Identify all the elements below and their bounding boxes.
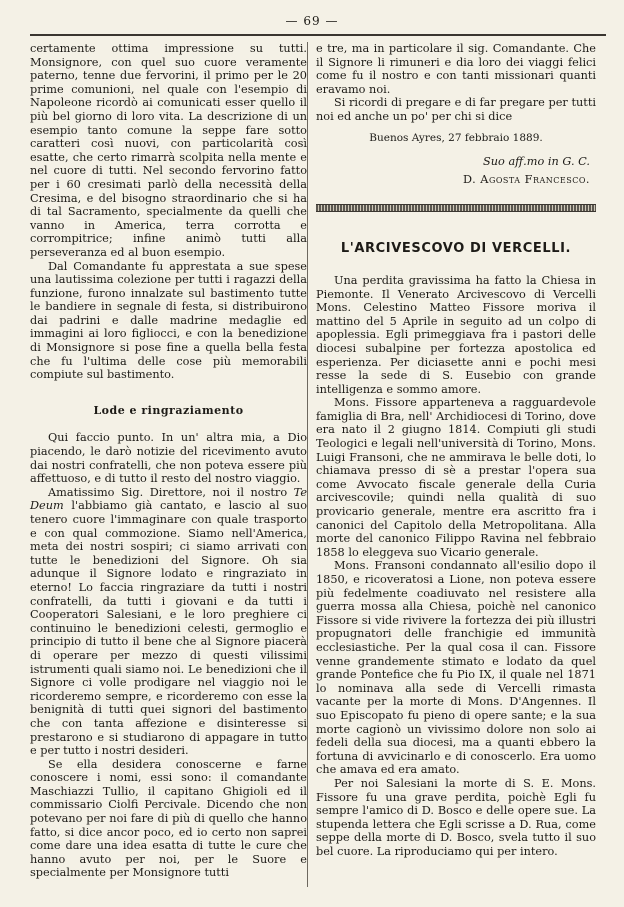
paragraph: certamente ottima impressione su tutti. Monsignore, con quel suo cuore veramente paterno, tenne due fervorini, il primo per le 20 prime comunioni, nel quale con l'esempio di Napoleone ricordò ai comunicati esser quello il più bel giorno di loro vita. La descrizione di un esempio tanto comune la seppe fare sotto caratteri così nuovi, con particolarità così esatte, che certo rimarrà scolpita nella mente e nel cuore di tutti. Nel secondo fervorino fatto per i 60 cresimati parlò della necessità della Cresima, e del bisogno straordinario che si ha di tal Sacramento, specialmente da quelli che vanno in America, terra corrotta e corrompitrice; infine animò tutti alla perseveranza ed al buon esempio. <box>30 42 307 259</box>
paragraph: Se ella desidera conoscerne e farne conoscere i nomi, essi sono: il comandante Maschiazzi Tullio, il capitano Ghigioli ed il commissario Ciolfi Percivale. Dicendo che non potevano per noi fare di più di quello che hanno fatto, si dice ancor poco, ed io certo non saprei come dare una idea esatta di tutte le cure che hanno avuto per noi, per le Suore e specialmente per Monsignore tutti <box>30 757 307 880</box>
latin-phrase: Te Deum <box>30 485 307 513</box>
dateline: Buenos Ayres, 27 febbraio 1889. <box>369 131 543 144</box>
paragraph-text: l'abbiamo già cantato, e lascio al suo tenero cuore l'immaginare con quale trasporto e con qual commozione. Siamo nell'America, meta dei nostri sospiri; ci siamo arrivati con tutte le benedizioni del Signore. Oh sia adunque il Signore lodato e ringraziato in eterno! Lo faccia ringraziare da tutti i nostri confratelli, da tutti i giovani e da tutti i Cooperatori Salesiani, e le loro preghiere ci continuino le benedizioni celesti, germoglio e principio di tutto il bene che al Signore piacerà di operare per mezzo di questi vilissimi istrumenti quali siamo noi. Le benedizioni che il Signore ci volle prodigare nel viaggio noi le ricorderemo sempre, e ricorderemo con esse la benignità di tutti quei signori del bastimento che con tanta affezione e disinteresse si prestarono e si studiarono di appagare in tutto e per tutto i nostri desideri. <box>30 499 307 758</box>
paragraph-text: Amatissimo Sig. Direttore, noi il nostro <box>48 485 294 499</box>
paragraph: Qui faccio punto. In un' altra mia, a Dio piacendo, le darò notizie del ricevimento avuto dai nostri confratelli, che non poteva essere più affettuoso, e di tutto il resto del nostro viaggio. <box>30 431 307 486</box>
section-heading: Lode e ringraziamento <box>93 403 244 417</box>
left-column <box>30 42 307 880</box>
paragraph: Mons. Fransoni condannato all'esilio dopo il 1850, e ricoveratosi a Lione, non poteva essere più fedelmente coadiuvato nel resistere alla guerra mossa alla Chiesa, poichè nel canonico Fissore si vide rivivere la fortezza dei più illustri propugnatori delle franchigie ed immunità ecclesiastiche. Per la qual cosa il can. Fissore venne grandemente stimato e lodato da quel grande Pontefice che fu Pio IX, il quale nel 1871 lo nominava alla sede di Vercelli rimasta vacante per la morte di Mons. D'Angennes. Il suo Episcopato fu pieno di opere sante; e la sua morte cagionò un vivissimo dolore non solo ai fedeli della sua diocesi, ma a quanti ebbero la fortuna di avvicinarlo e di conoscerlo. Era uomo che amava ed era amato. <box>316 559 596 777</box>
paragraph <box>30 486 307 758</box>
paragraph: Dal Comandante fu apprestata a sue spese una lautissima colezione per tutti i ragazzi della funzione, furono innalzate sul bastimento tutte le bandiere in segnale di festa, si distribuirono dai padrini e dalle madrine medaglie ed immagini ai loro figliocci, e con la benedizione di Monsignore si pose fine a quella bella festa che fu l'ultima delle cose più memorabili compiute sul bastimento. <box>30 259 307 382</box>
signature-name: D. Agosta Francesco. <box>462 172 590 186</box>
paragraph: Una perdita gravissima ha fatto la Chiesa in Piemonte. Il Venerato Arcivescovo di Vercelli Mons. Celestino Matteo Fissore moriva il mattino del 5 Aprile in seguito ad un colpo di apoplessia. Egli primeggiava fra i pastori delle diocesi subalpine per fortezza apostolica ed esperienza. Per diciasette anni e pochi mesi resse la sede di S. Eusebio con grande intelligenza e sommo amore. <box>316 273 596 396</box>
ornamental-divider <box>316 204 596 212</box>
paragraph: e tre, ma in particolare il sig. Comandante. Che il Signore li rimuneri e dia loro dei viaggi felici come fu il nostro e con tanti missionari quanti eravamo noi. <box>316 42 596 96</box>
column-divider <box>307 42 308 887</box>
article-title: L'ARCIVESCOVO DI VERCELLI. <box>340 241 572 257</box>
right-column <box>316 42 596 858</box>
top-rule <box>30 34 606 36</box>
paragraph: Si ricordi di pregare e di far pregare per tutti noi ed anche un po' per chi si dice <box>316 96 596 123</box>
paragraph: Mons. Fissore apparteneva a ragguardevole famiglia di Bra, nell' Archidiocesi di Torino, dove era nato il 2 giugno 1814. Compiuti gli studi Teologici e legali nell'università di Torino, Mons. Luigi Fransoni, che ne ammirava le belle doti, lo chiamava presso di sè a prestar l'opera sua come Avvocato fiscale generale della Curia arcivescovile; quindi nella qualità di suo provicario generale, mentre era ascritto fra i canonici del Capitolo della Metropolitana. Alla morte del canonico Filippo Ravina nel febbraio 1858 lo eleggeva suo Vicario generale. <box>316 396 596 559</box>
signature-closing: Suo aff.mo in G. C. <box>483 155 590 169</box>
page-number: — 69 — <box>285 14 339 28</box>
paragraph: Per noi Salesiani la morte di S. E. Mons. Fissore fu una grave perdita, poichè Egli fu sempre l'amico di D. Bosco e delle opere sue. La stupenda lettera che Egli scrisse a D. Rua, come seppe della morte di D. Bosco, svela tutto il suo bel cuore. La riproduciamo qui per intero. <box>316 776 596 858</box>
